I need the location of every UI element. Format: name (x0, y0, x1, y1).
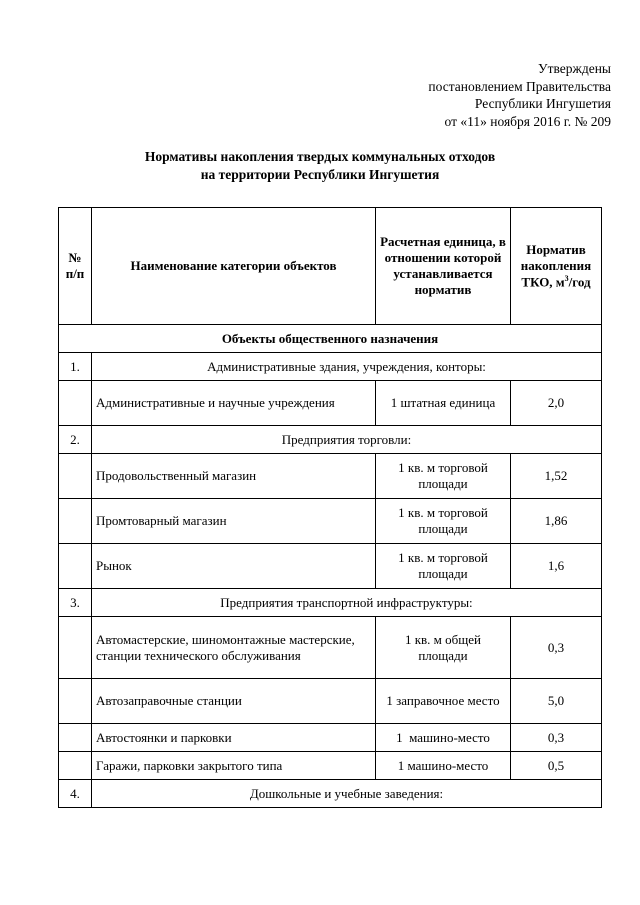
table-row (59, 617, 602, 679)
group-title: Дошкольные и учебные заведения: (92, 780, 602, 808)
row-unit: 1 кв. м торговой площади (376, 544, 511, 589)
table-row (59, 499, 602, 544)
group-title: Административные здания, учреждения, конторы: (92, 353, 602, 381)
group-title: Предприятия торговли: (92, 426, 602, 454)
approval-line-2: постановлением Правительства (428, 78, 611, 94)
row-unit: 1 кв. м торговой площади (376, 499, 511, 544)
table-row (59, 544, 602, 589)
row-name: Рынок (92, 544, 376, 589)
table-row (59, 679, 602, 724)
header-num: № п/п (59, 208, 92, 325)
table-row (59, 752, 602, 780)
header-norm-prefix: Норматив накопления ТКО, м (520, 242, 592, 290)
row-unit: 1 кв. м общей площади (376, 617, 511, 679)
group-num: 1. (59, 353, 92, 381)
row-norm: 0,5 (511, 752, 602, 780)
header-norm (511, 208, 602, 325)
row-num (59, 679, 92, 724)
table-row (59, 381, 602, 426)
table-row (59, 454, 602, 499)
document-title (0, 148, 640, 183)
row-num (59, 544, 92, 589)
group-row (59, 589, 602, 617)
row-name: Промтоварный магазин (92, 499, 376, 544)
row-num (59, 617, 92, 679)
row-name: Продовольственный магазин (92, 454, 376, 499)
norms-table (58, 207, 602, 808)
row-num (59, 499, 92, 544)
header-name: Наименование категории объектов (92, 208, 376, 325)
group-row (59, 780, 602, 808)
header-unit: Расчетная единица, в отношении которой устанавливается норматив (376, 208, 511, 325)
row-num (59, 381, 92, 426)
header-norm-sup: 3 (564, 273, 569, 283)
row-unit: 1 кв. м торговой площади (376, 454, 511, 499)
row-name: Автомастерские, шиномонтажные мастерские, станции технического обслуживания (92, 617, 376, 679)
section-title: Объекты общественного назначения (59, 325, 602, 353)
group-row (59, 426, 602, 454)
row-unit: 1 заправочное место (376, 679, 511, 724)
row-num (59, 724, 92, 752)
section-row (59, 325, 602, 353)
row-norm: 2,0 (511, 381, 602, 426)
row-name: Автостоянки и парковки (92, 724, 376, 752)
row-norm: 0,3 (511, 617, 602, 679)
table-row (59, 724, 602, 752)
row-norm: 1,6 (511, 544, 602, 589)
row-norm: 1,86 (511, 499, 602, 544)
header-row (59, 208, 602, 325)
row-unit: 1 машино-место (376, 752, 511, 780)
row-norm: 0,3 (511, 724, 602, 752)
approval-line-4: от «11» ноября 2016 г. № 209 (444, 113, 611, 129)
row-num (59, 454, 92, 499)
group-row (59, 353, 602, 381)
row-unit: 1 машино-место (376, 724, 511, 752)
group-num: 4. (59, 780, 92, 808)
title-line-1: Нормативы накопления твердых коммунальных отходов (144, 149, 496, 164)
row-name: Автозаправочные станции (92, 679, 376, 724)
group-num: 2. (59, 426, 92, 454)
row-name: Гаражи, парковки закрытого типа (92, 752, 376, 780)
row-name: Административные и научные учреждения (92, 381, 376, 426)
row-num (59, 752, 92, 780)
header-norm-suffix: /год (568, 274, 591, 290)
row-norm: 1,52 (511, 454, 602, 499)
group-num: 3. (59, 589, 92, 617)
row-unit: 1 штатная единица (376, 381, 511, 426)
row-norm: 5,0 (511, 679, 602, 724)
approval-line-1: Утверждены (538, 61, 611, 76)
title-line-2: на территории Республики Ингушетия (200, 166, 440, 182)
group-title: Предприятия транспортной инфраструктуры: (92, 589, 602, 617)
approval-block (428, 60, 611, 130)
approval-line-3: Республики Ингушетия (474, 96, 611, 112)
